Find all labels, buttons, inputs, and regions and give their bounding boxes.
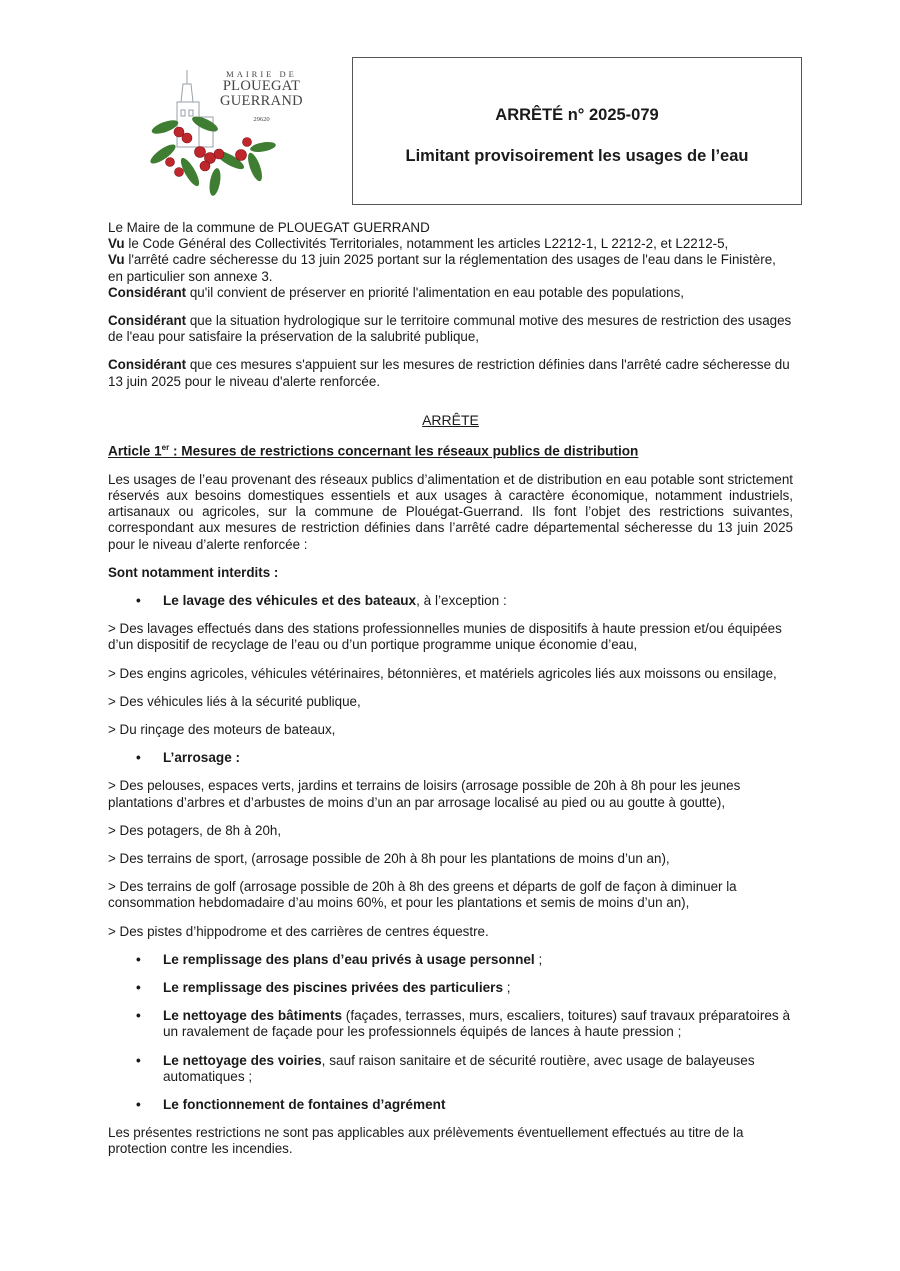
logo-text (220, 70, 303, 124)
bullet-bold: L’arrosage : (163, 750, 241, 766)
decree-number: ARRÊTÉ n° 2025-079 (495, 106, 659, 124)
arrete-heading: ARRÊTE (422, 411, 479, 428)
logo-guerrand: GUERRAND (220, 93, 303, 110)
decree-subject: Limitant provisoirement les usages de l’eau (405, 147, 749, 165)
bullet-icon: • (136, 1008, 141, 1024)
bullet-bold: Le nettoyage des voiries (163, 1052, 322, 1068)
bullet-washing (108, 593, 793, 609)
logo-plouegat: PLOUEGAT (222, 77, 301, 94)
bullet-rest: ; (534, 951, 543, 967)
considerant-label: Considérant (108, 313, 187, 329)
bullet-icon: • (136, 1052, 141, 1068)
considerant-text: que la situation hydrologique sur le territoire communal motive des mesures de restriction des usages de l'eau pour satisfaire la préservation de la salubrité publique, (108, 313, 792, 345)
vu-text: le Code Général des Collectivités Territoriales, notamment les articles L2212-1, L 2212-2, et L2212-5, (124, 236, 729, 252)
bullet-icon: • (136, 592, 141, 608)
bullet-icon: • (136, 750, 141, 766)
title-box (352, 57, 802, 205)
bullet-icon: • (136, 951, 141, 967)
vu-arrete-cadre (108, 252, 793, 284)
bullet-rest: (façades, terrasses, murs, escaliers, toitures) sauf travaux préparatoires à un ravalement de façade pour les professionnels équipés de lances à haute pression ; (163, 1008, 791, 1040)
vu-label: Vu (108, 236, 125, 252)
considerant-label: Considérant (108, 284, 187, 300)
bullet-pools (108, 980, 793, 996)
bullet-bold: Le lavage des véhicules et des bateaux (163, 592, 417, 608)
considerant-text: que ces mesures s'appuient sur les mesures de restriction définies dans l'arrêté cadre sécheresse du 13 juin 2025 pour le niveau d'alerte renforcée. (108, 357, 790, 389)
bullet-watering (108, 750, 793, 766)
document-body (108, 220, 793, 1158)
forbidden-heading: Sont notamment interdits : (108, 564, 279, 580)
article-title: : Mesures de restrictions concernant les réseaux publics de distribution (169, 443, 639, 459)
bullet-rest: ; (503, 980, 511, 996)
considerant-1 (108, 285, 793, 301)
considerant-label: Considérant (108, 357, 187, 373)
logo-postal-code: 29620 (253, 116, 270, 124)
bullet-bold: Le remplissage des plans d’eau privés à usage personnel (163, 951, 535, 967)
bullet-ponds (108, 952, 793, 968)
article-1-heading (108, 440, 793, 460)
washing-exception: > Du rinçage des moteurs de bateaux, (108, 722, 336, 737)
vu-text: l'arrêté cadre sécheresse du 13 juin 2025 portant sur la réglementation des usages de l'eau dans le Finistère, en particulier son annexe 3. (108, 252, 776, 284)
bullet-rest: , à l’exception : (416, 592, 507, 608)
considerant-2 (108, 313, 793, 345)
bullet-bold: Le remplissage des piscines privées des particuliers (163, 980, 504, 996)
watering-item: > Des terrains de golf (arrosage possible de 20h à 8h des greens et départs de golf de façon à diminuer la consommation hebdomadaire d’au moins 60%, et pour les plantations et semis de moins d’un an), (108, 879, 737, 911)
article-label: Article 1 (108, 443, 162, 459)
watering-item: > Des pistes d’hippodrome et des carrières de centres équestre. (108, 923, 489, 939)
vu-cgct (108, 236, 793, 252)
watering-item: > Des terrains de sport, (arrosage possible de 20h à 8h pour les plantations de moins d’un an), (108, 851, 670, 867)
logo-mairie-de: MAIRIE DE (226, 69, 297, 79)
bullet-roads (108, 1053, 793, 1085)
article-sup: er (161, 443, 170, 453)
washing-exception: > Des lavages effectués dans des stations professionnelles munies de dispositifs à haute pression et/ou équipées d’un dispositif de recyclage de l’eau ou d’un portique programme unique économie d’eau, (108, 621, 782, 653)
bullet-fountains (108, 1097, 793, 1113)
washing-exception: > Des engins agricoles, véhicules vétérinaires, bétonnières, et matériels agricoles liés aux moissons ou ensilage, (108, 665, 777, 681)
mayor-intro: Le Maire de la commune de PLOUEGAT GUERRAND (108, 220, 430, 235)
watering-item: > Des pelouses, espaces verts, jardins et terrains de loisirs (arrosage possible de 20h à 8h pour les jeunes plantations d’arbres et d’arbustes de moins d’un an par arrosage localisé au pied ou au goutte à goutte), (108, 778, 741, 810)
article-1-intro: Les usages de l’eau provenant des réseaux publics d’alimentation et de distribution en eau potable sont strictement réservés aux besoins domestiques essentiels et aux usages à caractère économique, notamment industriels, artisanaux ou agricoles, sur la commune de Plouégat-Guerrand. Ils font l’objet des restrictions suivantes, correspondant aux mesures de restriction définies dans l’arrêté cadre départemental sécheresse du 13 juin 2025 pour le niveau d’alerte renforcée : (108, 471, 793, 552)
vu-label: Vu (108, 252, 125, 268)
closing-statement: Les présentes restrictions ne sont pas applicables aux prélèvements éventuellement effectués au titre de la protection contre les incendies. (108, 1125, 744, 1157)
washing-exception: > Des véhicules liés à la sécurité publique, (108, 693, 361, 709)
bullet-icon: • (136, 980, 141, 996)
bullet-buildings (108, 1008, 793, 1040)
mairie-logo (145, 62, 320, 197)
bullet-bold: Le nettoyage des bâtiments (163, 1008, 343, 1024)
bullet-rest: , sauf raison sanitaire et de sécurité routière, avec usage de balayeuses automatiques ; (163, 1052, 755, 1084)
watering-item: > Des potagers, de 8h à 20h, (108, 822, 282, 838)
bullet-bold: Le fonctionnement de fontaines d’agrément (163, 1097, 446, 1113)
considerant-text: qu'il convient de préserver en priorité l'alimentation en eau potable des populations, (186, 284, 685, 300)
considerant-3 (108, 357, 793, 389)
bullet-icon: • (136, 1097, 141, 1113)
